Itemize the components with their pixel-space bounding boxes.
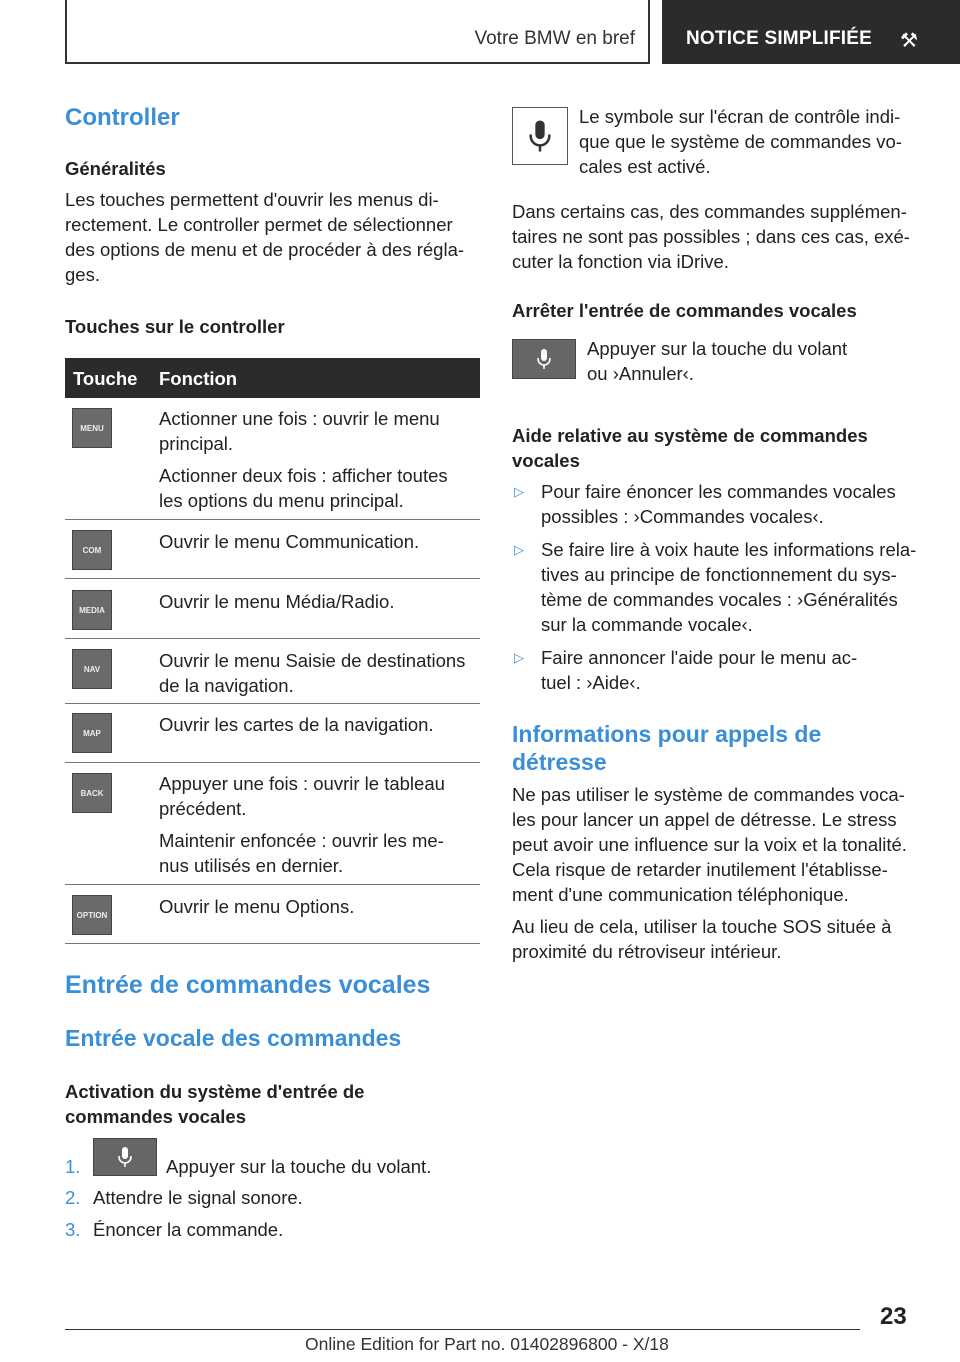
table-header xyxy=(65,358,480,398)
table-row: Ouvrir le menu Média/Radio. xyxy=(159,591,395,612)
heading-activation: Activation du système d'entrée de commandes vocales xyxy=(65,1081,365,1127)
table-row: Ouvrir le menu Saisie de destinations de la navigation. xyxy=(159,650,466,696)
row-divider xyxy=(65,638,480,639)
microphone-icon xyxy=(116,1146,134,1168)
display-microphone-icon xyxy=(512,107,568,165)
header-rule-bottom xyxy=(65,62,650,64)
option-key-icon: OPTION xyxy=(72,895,112,935)
voice-button-icon xyxy=(93,1138,157,1176)
table-row: Ouvrir le menu Communication. xyxy=(159,531,420,552)
header-rule-left xyxy=(65,0,67,64)
header-title: NOTICE SIMPLIFIÉE xyxy=(686,28,873,49)
list-item: Se faire lire à voix haute les informations rela- tives au principe de fonctionnement du sys- tème de commandes vocales : ›Généralités sur la commande vocale‹. xyxy=(541,539,917,635)
table-row: Appuyer une fois : ouvrir le tableau précédent. Maintenir enfoncée : ouvrir les me- nus utilisés en dernier. xyxy=(159,773,445,876)
col-fonction: Fonction xyxy=(159,368,238,389)
heading-controller: Controller xyxy=(65,104,180,131)
heading-arreter: Arrêter l'entrée de commandes vocales xyxy=(512,300,857,321)
step-text: Énoncer la commande. xyxy=(93,1219,284,1240)
step-number: 2. xyxy=(65,1187,81,1208)
table-row: Actionner une fois : ouvrir le menu principal. Actionner deux fois : afficher toutes les options du menu principal. xyxy=(159,408,448,511)
bullet-triangle-icon: ▷ xyxy=(514,542,524,557)
paragraph-informations: Ne pas utiliser le système de commandes voca- les pour lancer un appel de détresse. Le stress peut avoir une influence sur la voix et la tonalité. Cela risque de retarder inutilement l'établisse- ment d'une communication téléphonique. xyxy=(512,784,907,905)
header-title-box xyxy=(662,0,960,64)
list-item: Faire annoncer l'aide pour le menu ac- tuel : ›Aide‹. xyxy=(541,647,858,693)
footer-edition: Online Edition for Part no. 01402896800 - X/18 xyxy=(305,1334,669,1354)
paragraph-generalites: Les touches permettent d'ouvrir les menus di- rectement. Le controller permet de sélectionner des options de menu et de procéder à des régla- ges. xyxy=(65,189,465,285)
row-divider xyxy=(65,943,480,944)
heading-touches: Touches sur le controller xyxy=(65,316,285,337)
bullet-triangle-icon: ▷ xyxy=(514,650,524,665)
row-divider xyxy=(65,578,480,579)
col-touche: Touche xyxy=(73,368,138,389)
footer-rule xyxy=(65,1329,860,1330)
map-key-icon: MAP xyxy=(72,713,112,753)
paragraph-symbole: Le symbole sur l'écran de contrôle indi- que que le système de commandes vo- cales est activé. xyxy=(579,106,902,177)
row-divider xyxy=(65,762,480,763)
heading-entree-vocale: Entrée vocale des commandes xyxy=(65,1025,402,1051)
heading-informations: Informations pour appels de détresse xyxy=(512,721,822,775)
paragraph-sos: Au lieu de cela, utiliser la touche SOS située à proximité du rétroviseur intérieur. xyxy=(512,916,892,962)
paragraph-appuyer: Appuyer sur la touche du volant ou ›Annuler‹. xyxy=(587,338,848,384)
back-key-icon: BACK xyxy=(72,773,112,813)
media-key-icon: MEDIA xyxy=(72,590,112,630)
microphone-icon xyxy=(535,348,553,370)
heading-generalites: Généralités xyxy=(65,158,166,179)
page-number: 23 xyxy=(880,1303,907,1330)
menu-key-icon: MENU xyxy=(72,408,112,448)
step-number: 3. xyxy=(65,1219,81,1240)
header-rule-right xyxy=(648,0,650,64)
row-divider xyxy=(65,519,480,520)
step-text: Attendre le signal sonore. xyxy=(93,1187,303,1208)
table-row: Ouvrir les cartes de la navigation. xyxy=(159,714,434,735)
row-divider xyxy=(65,703,480,704)
heading-aide: Aide relative au système de commandes vocales xyxy=(512,425,868,471)
table-row: Ouvrir le menu Options. xyxy=(159,896,355,917)
nav-key-icon: NAV xyxy=(72,649,112,689)
step-text: Appuyer sur la touche du volant. xyxy=(166,1156,432,1177)
com-key-icon: COM xyxy=(72,530,112,570)
list-item: Pour faire énoncer les commandes vocales possibles : ›Commandes vocales‹. xyxy=(541,481,896,527)
bullet-triangle-icon: ▷ xyxy=(514,484,524,499)
paragraph-certains: Dans certains cas, des commandes supplémen- taires ne sont pas possibles ; dans ces cas, exé- cuter la fonction via iDrive. xyxy=(512,201,910,272)
wrench-icon: ⚒ xyxy=(900,30,918,52)
header-section: Votre BMW en bref xyxy=(474,28,635,49)
row-divider xyxy=(65,884,480,885)
voice-button-icon xyxy=(512,339,576,379)
heading-entree: Entrée de commandes vocales xyxy=(65,971,431,999)
step-number: 1. xyxy=(65,1156,81,1177)
